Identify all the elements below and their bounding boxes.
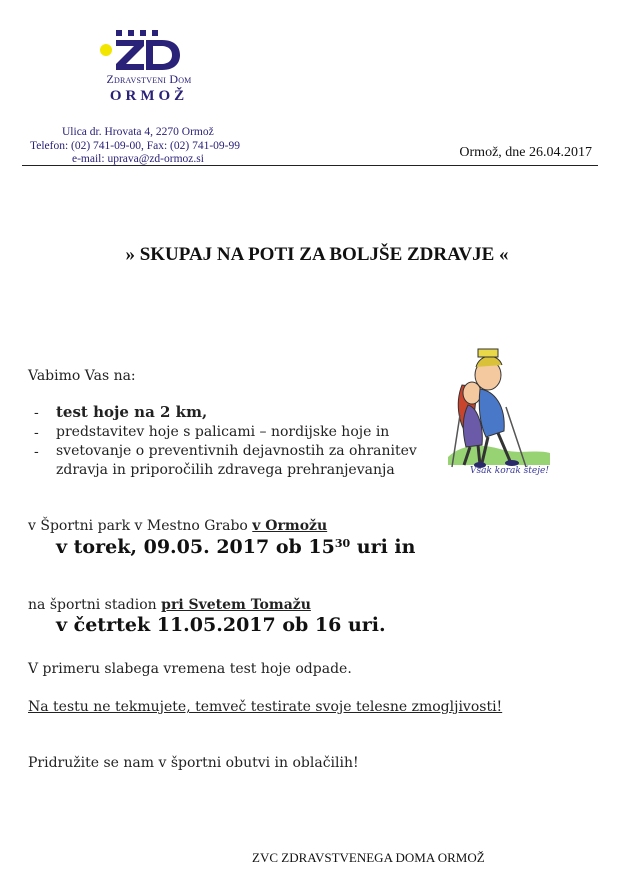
list-item: test hoje na 2 km, xyxy=(56,403,208,421)
walking-couple-illustration-icon xyxy=(440,345,560,485)
event1-place-prefix: v Športni park v Mestno Grabo xyxy=(28,518,253,534)
event1-when-sup: 30 xyxy=(334,537,351,550)
event1-when-suffix: uri in xyxy=(350,536,416,558)
event1-when-main: v torek, 09.05. 2017 ob 15 xyxy=(56,536,335,558)
event1-place xyxy=(28,518,327,534)
list-dash: - xyxy=(34,405,39,421)
event2-place-prefix: na športni stadion xyxy=(28,597,162,613)
event1-when xyxy=(56,536,415,558)
weather-note: V primeru slabega vremena test hoje odpade. xyxy=(28,661,352,677)
event2-place xyxy=(28,597,311,613)
list-item: zdravja in priporočilih zdravega prehranjevanja xyxy=(56,462,395,478)
event1-place-emph: v Ormožu xyxy=(252,518,328,534)
logo-name: Zdravstveni Dom xyxy=(106,72,192,86)
page-title: » SKUPAJ NA POTI ZA BOLJŠE ZDRAVJE « xyxy=(125,244,509,265)
invite-text: Vabimo Vas na: xyxy=(28,368,136,384)
test-note: Na testu ne tekmujete, temveč testirate svoje telesne zmogljivosti! xyxy=(28,699,503,715)
list-item: svetovanje o preventivnih dejavnostih za ohranitev xyxy=(56,443,417,459)
list-dash: - xyxy=(34,425,39,441)
event2-place-emph: pri Svetem Tomažu xyxy=(161,597,311,613)
join-note: Pridružite se nam v športni obutvi in oblačilih! xyxy=(28,755,359,771)
header-divider xyxy=(22,165,598,166)
document-date: Ormož, dne 26.04.2017 xyxy=(459,145,592,160)
phone-line: Telefon: (02) 741-09-00, Fax: (02) 741-09-99 xyxy=(30,140,240,152)
logo-town: ORMOŽ xyxy=(109,88,189,104)
list-dash: - xyxy=(34,444,39,460)
illustration-caption: Vsak korak šteje! xyxy=(470,466,549,476)
event2-when: v četrtek 11.05.2017 ob 16 uri. xyxy=(56,614,386,636)
footer-signature: ZVC ZDRAVSTVENEGA DOMA ORMOŽ xyxy=(252,850,485,865)
list-item: predstavitev hoje s palicami – nordijske hoje in xyxy=(56,424,390,440)
email-line: e-mail: uprava@zd-ormoz.si xyxy=(72,153,204,165)
address-line: Ulica dr. Hrovata 4, 2270 Ormož xyxy=(62,126,214,138)
